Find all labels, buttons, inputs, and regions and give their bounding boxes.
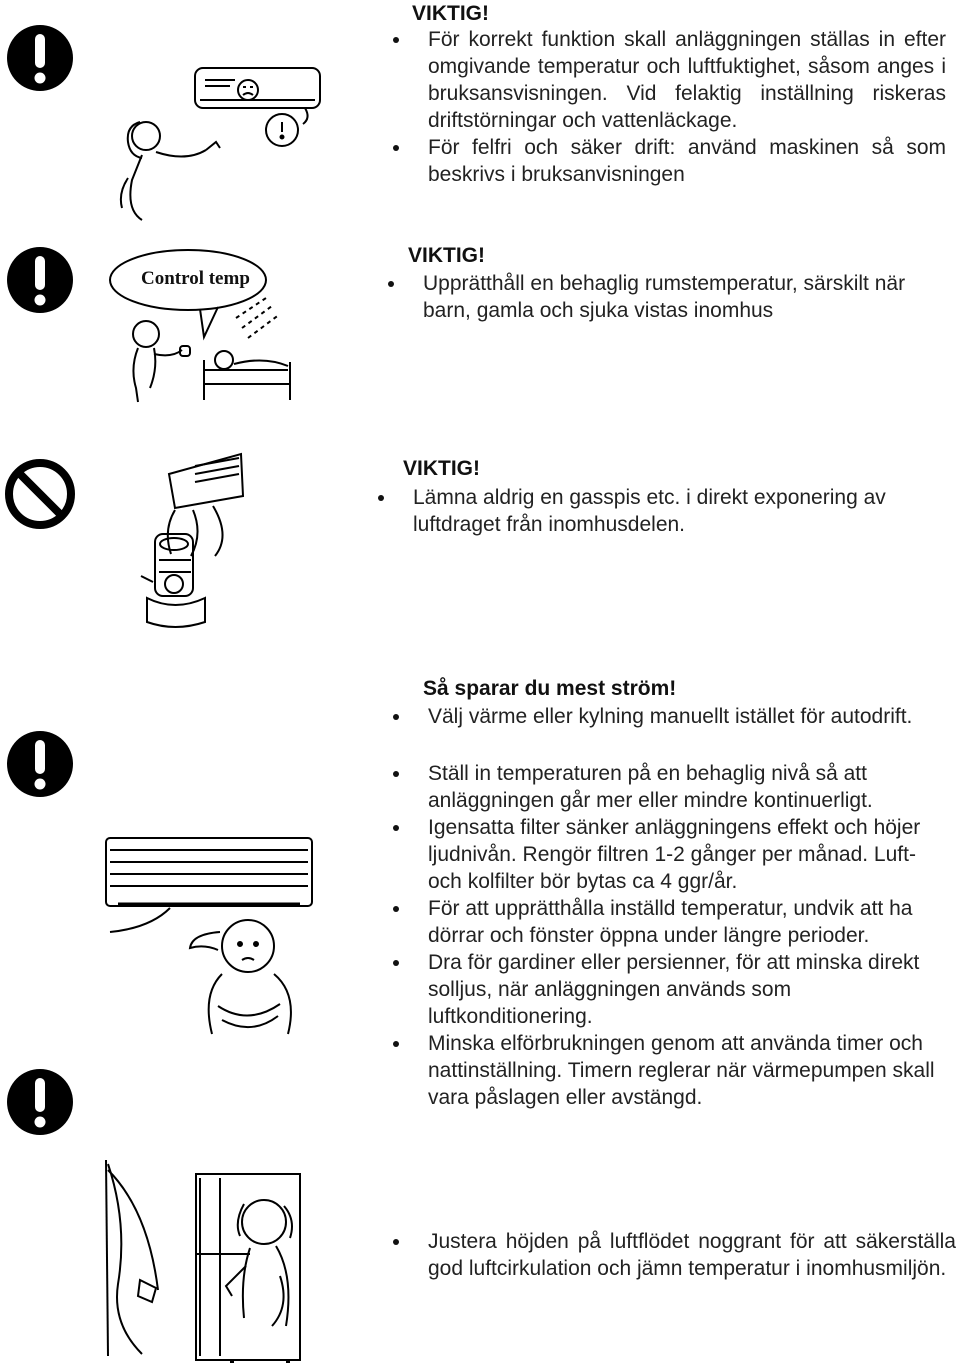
list-item: Upprätthåll en behaglig rumstemperatur, särskilt när barn, gamla och sjuka vistas inomhus [423, 270, 947, 324]
section-4-list-b [428, 760, 954, 1111]
list-item: För att upprätthålla inställd temperatur, undvik att ha dörrar och fönster öppna under längre perioder. [428, 895, 954, 949]
section-2-list [423, 270, 947, 324]
window-curtain-person-illustration [100, 1130, 320, 1366]
warning-exclamation-icon [6, 24, 74, 92]
list-item: Minska elförbrukningen genom att använda timer och nattinställning. Timern reglerar när värmepumpen skall vara påslagen eller avstängd. [428, 1030, 954, 1111]
list-item: Välj värme eller kylning manuellt istället för autodrift. [428, 703, 956, 730]
list-item: Lämna aldrig en gasspis etc. i direkt exponering av luftdraget från inomhusdelen. [413, 484, 943, 538]
list-item: Ställ in temperaturen på en behaglig nivå så att anläggningen går mer eller mindre kontinuerligt. [428, 760, 954, 814]
section-2-heading: VIKTIG! [408, 244, 485, 267]
ac-unit-person-illustration [100, 60, 330, 230]
section-4-heading: Så sparar du mest ström! [423, 677, 677, 700]
section-1-list [428, 26, 946, 188]
prohibition-icon [4, 458, 76, 530]
warning-exclamation-icon [6, 1068, 74, 1136]
section-3-list [413, 484, 943, 538]
section-1-heading: VIKTIG! [412, 2, 489, 25]
warning-exclamation-icon [6, 246, 74, 314]
warning-exclamation-icon [6, 730, 74, 798]
control-temp-illustration [108, 248, 298, 406]
gas-heater-under-ac-illustration [135, 448, 255, 634]
control-temp-label: Control temp [141, 268, 250, 289]
list-item: För felfri och säker drift: använd maskinen så som beskrivs i bruksanvisningen [428, 136, 946, 186]
ac-unit-cold-person-illustration [100, 836, 320, 1056]
list-item: Dra för gardiner eller persienner, för att minska direkt solljus, när anläggningen används som luftkonditionering. [428, 949, 954, 1030]
list-item: Igensatta filter sänker anläggningens effekt och höjer ljudnivån. Rengör filtren 1-2 gånger per månad. Luft- och kolfilter bör bytas ca 4 ggr/år. [428, 814, 954, 895]
section-4-list-a [428, 703, 956, 730]
section-4-list-c [428, 1228, 956, 1282]
list-item: Justera höjden på luftflödet noggrant för att säkerställa god luftcirkulation och jämn temperatur i inomhusmiljön. [428, 1230, 956, 1280]
section-3-heading: VIKTIG! [403, 457, 480, 480]
list-item: För korrekt funktion skall anläggningen ställas in efter omgivande temperatur och luftfuktighet, såsom anges i bruksansvisningen. Vid felaktig inställning riskeras driftstörningar och vattenläckage. [428, 28, 946, 132]
